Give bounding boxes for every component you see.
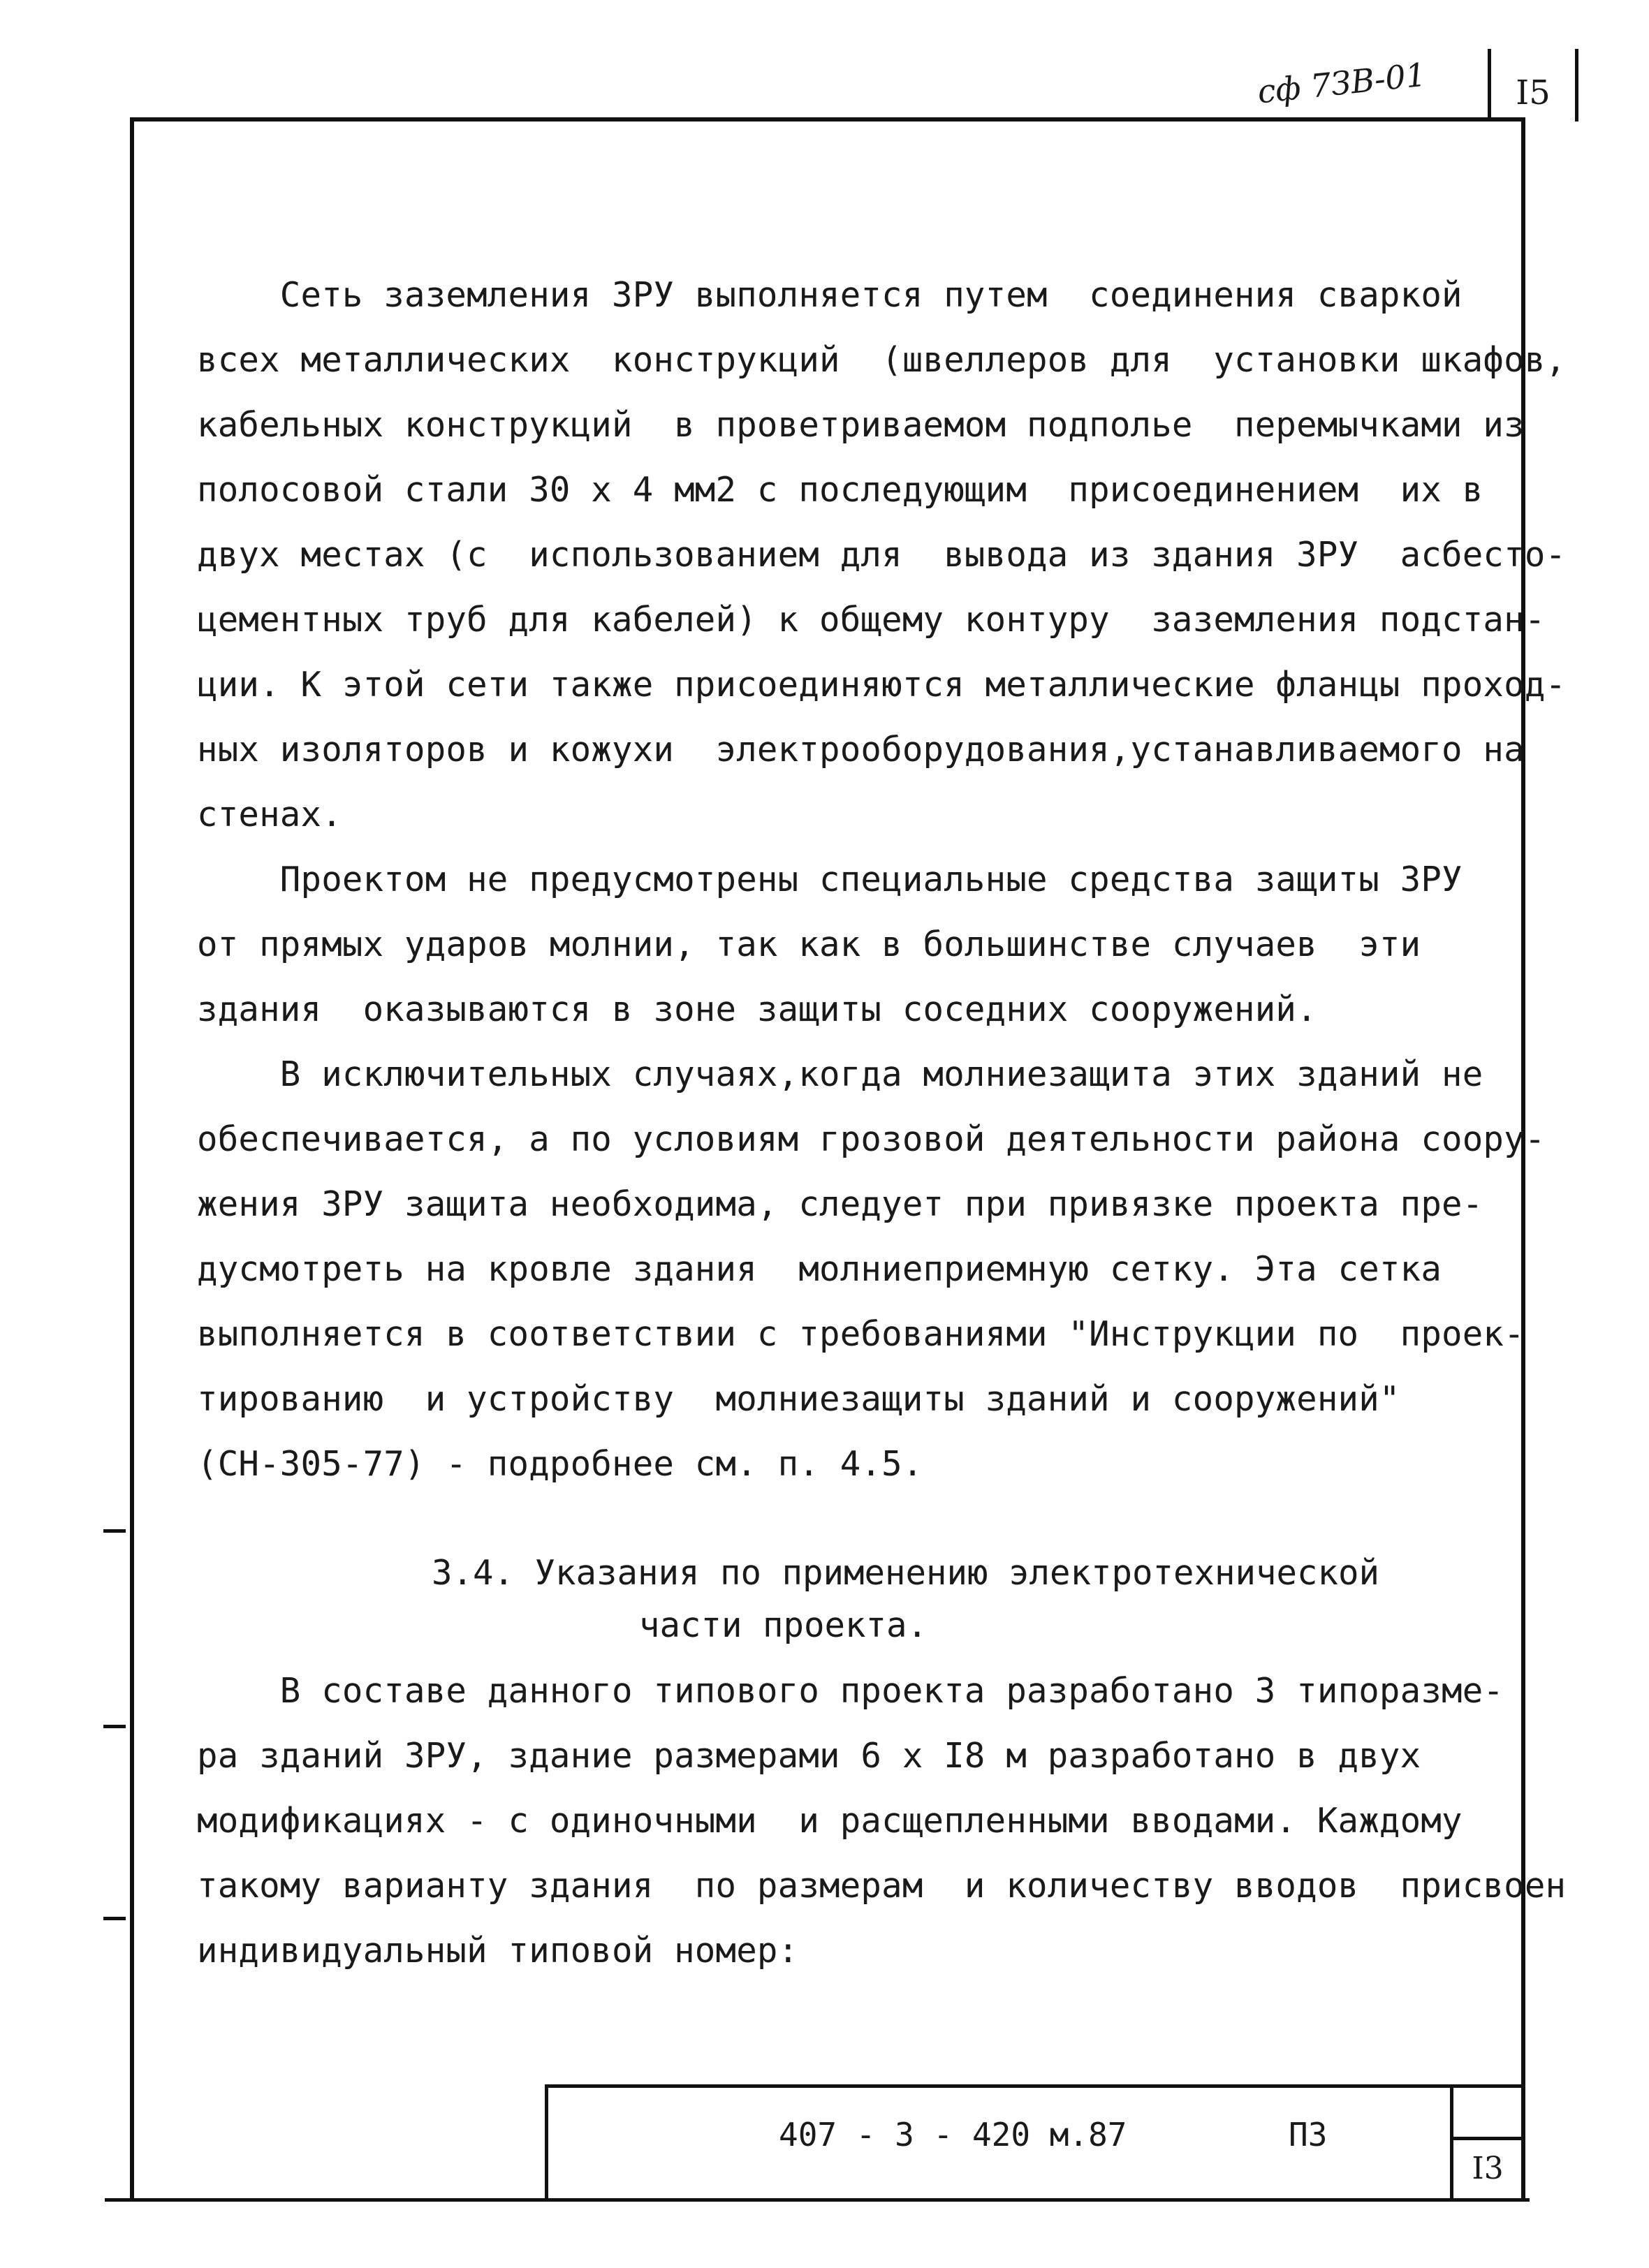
text-line: стенах.: [197, 795, 342, 834]
text-line: В исключительных случаях,когда молниезащита этих зданий не: [197, 1054, 1483, 1094]
document-code: ПЗ: [1289, 2116, 1328, 2153]
text-line: тированию и устройству молниезащиты зданий и сооружений": [197, 1379, 1400, 1419]
handwritten-reference: сф 7ЗВ-01: [1255, 55, 1428, 111]
section-heading: 3.4. Указания по применению электротехнической: [432, 1553, 1380, 1593]
text-line: Сеть заземления ЗРУ выполняется путем соединения сваркой: [197, 275, 1463, 315]
margin-tick: [103, 1725, 126, 1728]
text-line: дусмотреть на кровле здания молниеприемную сетку. Эта сетка: [197, 1249, 1442, 1289]
left-margin-annotations: [82, 391, 124, 1438]
text-line: от прямых ударов молнии, так как в большинстве случаев эти: [197, 925, 1421, 964]
text-line: жения ЗРУ защита необходима, следует при привязке проекта пре-: [197, 1184, 1483, 1224]
sheet-number: I5: [1516, 73, 1551, 112]
text-line: Проектом не предусмотрены специальные средства защиты ЗРУ: [197, 860, 1463, 899]
text-line: (СН-305-77) - подробнее см. п. 4.5.: [197, 1444, 923, 1484]
text-line: здания оказываются в зоне защиты соседних сооружений.: [197, 989, 1317, 1029]
text-line: полосовой стали 30 х 4 мм2 с последующим присоединением их в: [197, 470, 1483, 510]
project-code: 407 - 3 - 420 м.87: [779, 2116, 1127, 2153]
text-line: цементных труб для кабелей) к общему контуру заземления подстан-: [197, 600, 1546, 640]
text-line: выполняется в соответствии с требованиями "Инструкции по проек-: [197, 1314, 1525, 1354]
section-heading-continued: части проекта.: [639, 1605, 928, 1645]
text-line: модификациях - с одиночными и расщепленными вводами. Каждому: [197, 1801, 1463, 1841]
page-number: I3: [1472, 2151, 1504, 2186]
text-line: такому варианту здания по размерам и количеству вводов присвоен: [197, 1866, 1567, 1906]
text-line: ции. К этой сети также присоединяются металлические фланцы проход-: [197, 665, 1567, 705]
text-line: индивидуальный типовой номер:: [197, 1931, 799, 1971]
margin-tick: [103, 1917, 126, 1920]
text-line: ных изоляторов и кожухи электрооборудования,устанавливаемого на: [197, 730, 1525, 770]
text-line: В составе данного типового проекта разработано 3 типоразме-: [197, 1671, 1504, 1711]
text-line: обеспечивается, а по условиям грозовой деятельности района соору-: [197, 1119, 1546, 1159]
text-line: кабельных конструкций в проветриваемом подполье перемычками из: [197, 405, 1525, 445]
title-block-divider: [1450, 2084, 1453, 2140]
text-line: ра зданий ЗРУ, здание размерами 6 х I8 м разработано в двух: [197, 1736, 1421, 1776]
text-line: всех металлических конструкций (швеллеров для установки шкафов,: [197, 340, 1567, 380]
text-line: двух местах (с использованием для вывода из здания ЗРУ асбесто-: [197, 535, 1567, 575]
margin-tick: [103, 1529, 126, 1533]
